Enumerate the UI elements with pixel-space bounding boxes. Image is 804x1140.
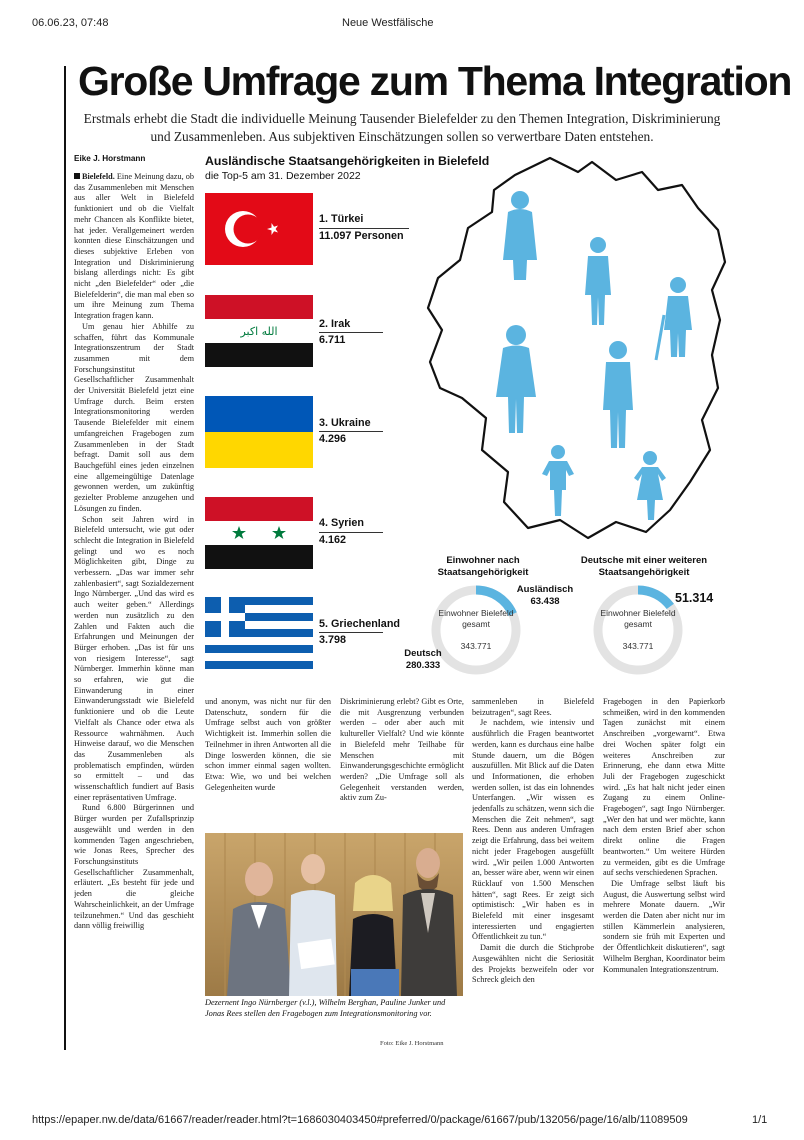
- donut1-german-label: Deutsch 280.333: [404, 648, 442, 671]
- print-url[interactable]: https://epaper.nw.de/data/61667/reader/reader.html?t=1686030403450#preferred/0/package/61667/pub/132056/page/16/alb/11089509: [32, 1114, 688, 1126]
- article-column-2: [205, 697, 331, 793]
- donut1-center-label: Einwohner Bielefeld gesamt: [438, 608, 514, 629]
- greece-flag: [205, 597, 313, 669]
- article-column-3: [340, 697, 464, 804]
- paragraph: Die Umfrage selbst läuft bis August, die Auswertung selbst wird mehrere Monate dauern. „Wir werden die Daten aber nicht nur im stillen Kämmerlein analysieren, sondern sie früh mit Experten und der Öffentlichkeit diskutieren“, sagt Wilhelm Berghan, Koordinator beim Kommunalen Integrationszentrum.: [603, 878, 725, 974]
- article-column-5: [603, 697, 725, 1042]
- flag-script: الله اكبر: [240, 325, 278, 338]
- paragraph-text: Eine Meinung dazu, ob das Zusammenleben mit Menschen aus aller Welt in Bielefeld funktioniert und ob die Vielfalt mehr Chancen als Konflikte bietet, hat jeder. Verallgemeinert werden konnten diese Einschätzungen und dieses subjektive Erleben von Integration und Diskriminierung bislang allerdings nicht: Es gibt nicht „den Bielefelder“ oder „die Bielefelderin“, die man mal eben so um ihre Meinung zum Thema Integration fragen kann.: [74, 172, 194, 321]
- deck: Erstmals erhebt die Stadt die individuelle Meinung Tausender Bielefelder zu den Themen Integration, Diskriminierung und Zusammenleben. Aus subjektiven Einschätzungen sollen so verwertbare Daten entstehen.: [83, 111, 721, 144]
- print-page-count: 1/1: [752, 1114, 768, 1126]
- turkey-flag: [205, 193, 313, 265]
- ukraine-flag: [205, 396, 313, 468]
- bielefeld-map: [420, 150, 730, 550]
- donut2-chart: [590, 582, 686, 678]
- print-site-title: Neue Westfälische: [342, 17, 434, 29]
- country-name: 1. Türkei: [319, 213, 364, 225]
- country-name: 4. Syrien: [319, 517, 365, 529]
- photo-credit: Foto: Eike J. Horstmann: [380, 1040, 444, 1047]
- country-value: 4.296: [319, 431, 383, 445]
- person-3: [349, 875, 399, 996]
- page-rule: [64, 66, 66, 1050]
- donut2-total: 343.771: [622, 641, 654, 651]
- iraq-flag: [205, 295, 313, 367]
- country-value: 6.711: [319, 332, 383, 346]
- photo-caption: Dezernent Ingo Nürnberger (v.l.), Wilhelm Berghan, Pauline Junker und Jonas Rees stellen den Fragebogen zum Integrationsmonitoring vor.: [205, 998, 446, 1018]
- donut1-title: Einwohner nach Staatsangehörigkeit: [437, 555, 529, 578]
- country-name: 3. Ukraine: [319, 417, 371, 429]
- paragraph: Um genau hier Abhilfe zu schaffen, führt das Kommunale Integrationszentrum der Stadt zusammen mit dem Forschungsinstitut Gesellschaftlicher Zusammenhalt der Universität Bielefeld jetzt eine Umfrage durch. Beim ersten Integrationsmonitoring werden Tausende Bielefelder mit einem umfangreichen Fragebogen zum Zusammenleben in der Stadt befragt. Damit soll aus dem Bauchgefühl eines jeden einzelnen eine allgemeingültige Datenlage gewonnen werden, um zukünftig gezielter Probleme anzugehen und Lösungen zu finden.: [74, 321, 194, 513]
- paragraph: Rund 6.800 Bürgerinnen und Bürger wurden per Zufallsprinzip ausgewählt und werden in den kommenden Tagen angeschrieben, wie Jonas Rees, Sprecher des Forschungsinstituts Gesellschaftlicher Zusammenhalt, erläutert. „Es besteht für jede und jeden die gleiche Wahrscheinlichkeit, an der Umfrage teilzunehmen.“ Und das geschieht dann völlig freiwillig: [74, 803, 194, 931]
- headline: Große Umfrage zum Thema Integration: [78, 58, 792, 104]
- paragraph: Je nachdem, wie intensiv und ausführlich die Fragen beantwortet werden, kann es durchaus eine halbe Stunde dauern, um die Bögen auszufüllen. Mit Blick auf die Daten und Informationen, die erhoben werden sollen, ist das ein lohnendes Unterfangen. „Wir wissen es jedenfalls zu schätzen, wenn sich die Menschen die Zeit nehmen“, sagt Rees. Denn aus anderen Umfragen zeigt die Erfahrung, dass bei weitem nicht jeder Fragebogen ausgefüllt wird. „Wir peilen 1.000 Antworten an, besser wäre aber, wenn wir einen Rücklauf von 1.500 Menschen hätten“, sagt Rees. Er zeigt sich optimistisch: „Wir haben es in Bielefeld mit einer insgesamt interessierten und engagierten Öffentlichkeit zu tun.“: [472, 718, 594, 942]
- country-value: 11.097 Personen: [319, 228, 409, 242]
- paragraph: Diskriminierung erlebt? Gibt es Orte, die mit Ausgrenzung verbunden werden – oder aber auch mit kultureller Vielfalt? Und wie könnte in Bielefeld mehr Teilhabe für Menschen mit Einwanderungsgeschichte ermöglicht werden? „Die Umfrage soll als Gelegenheit verstanden werden, aktiv zum Zu-: [340, 697, 464, 803]
- country-name: 5. Griechenland: [319, 618, 401, 630]
- paragraph: Damit die durch die Stichprobe Ausgewählten nicht die Seriosität des Projekts bezweifeln oder vor Schreck gleich den: [472, 943, 594, 985]
- group-photo: [205, 833, 463, 996]
- paragraph: Fragebogen in den Papierkorb schmeißen, wird in den kommenden Tagen zunächst mit einem Anschreiben „vorgewarnt“. Etwa drei Wochen später folgt ein weiteres Anschreiben zur Erinnerung, ehe dann etwa Mitte Juli der Fragebogen zugeschickt wird. „Es hat halt nicht jeder einen Zugang zu einem Online-Fragebogen“, sagt Ingo Nürnberger. „Wer den hat und wer möchte, kann nach dem ersten Brief aber schon direkt online die Fragen beantworten.“ Um weitere Hürden zu vermeiden, gibt es die Umfrage auf sechs verschiedenen Sprachen.: [603, 697, 725, 878]
- donut2-title: Deutsche mit einer weiteren Staatsangehörigkeit: [580, 555, 708, 578]
- donut2-center-label: Einwohner Bielefeld gesamt: [600, 608, 676, 629]
- graphic-title: Ausländische Staatsangehörigkeiten in Bielefeld: [205, 154, 490, 168]
- country-name: 2. Irak: [319, 318, 351, 330]
- author: Eike J. Horstmann: [74, 154, 146, 163]
- article-column-1: [74, 172, 194, 1052]
- square-bullet-icon: [74, 173, 80, 179]
- donut1-foreign-label: Ausländisch 63.438: [516, 584, 574, 607]
- print-timestamp: 06.06.23, 07:48: [32, 17, 109, 29]
- donut2-value: 51.314: [675, 591, 714, 605]
- country-value: 4.162: [319, 532, 383, 546]
- dateline: Bielefeld.: [82, 172, 115, 181]
- paragraph: [74, 172, 194, 322]
- paragraph: und anonym, was nicht nur für den Datenschutz, sondern für die Umfrage selbst auch von größter Wichtigkeit ist. Immerhin sollen die Teilnehmer in ihren Antworten all die Dinge loswerden können, die sie schon immer einmal sagen wollten. Etwa: Wie, wo und bei welchen Gelegenheiten wurde: [205, 697, 331, 792]
- syria-flag: [205, 497, 313, 569]
- graphic-subtitle: die Top-5 am 31. Dezember 2022: [205, 170, 361, 182]
- donut1-total: 343.771: [460, 641, 492, 651]
- article-column-4: [472, 697, 594, 1042]
- paragraph: sammenleben in Bielefeld beizutragen“, sagt Rees.: [472, 697, 594, 717]
- paragraph: Schon seit Jahren wird in Bielefeld untersucht, wie gut oder schlecht die Integration in Bielefeld gelingt und wo es noch Möglichkeiten gibt, Dinge zu verbessern. „Das war immer sehr zahlenbasiert“, sagt Sozialdezernent Ingo Nürnberger. „Und das wird es auch weiter geben.“ Allerdings werden nun zusätzlich zu den Zahlen und Fakten auch die Erfahrungen und Meinungen der Bürger erhoben. „Das ist für uns von riesigem Interesse“, sagt Nürnberger. Immerhin könne man so erfahren, wie gut die Einwanderung in einer Einwanderungsstadt wie Bielefeld funktioniere und ob die Leute Vielfalt als Chance oder etwa als Ressource wahrnähmen. Auch Hinweise darauf, wo die Menschen das Zusammenleben als problematisch empfinden, würden so ermittelt – und das wissenschaftlich fundiert auf Basis einer repräsentativen Umfrage.: [74, 514, 194, 802]
- country-value: 3.798: [319, 632, 383, 646]
